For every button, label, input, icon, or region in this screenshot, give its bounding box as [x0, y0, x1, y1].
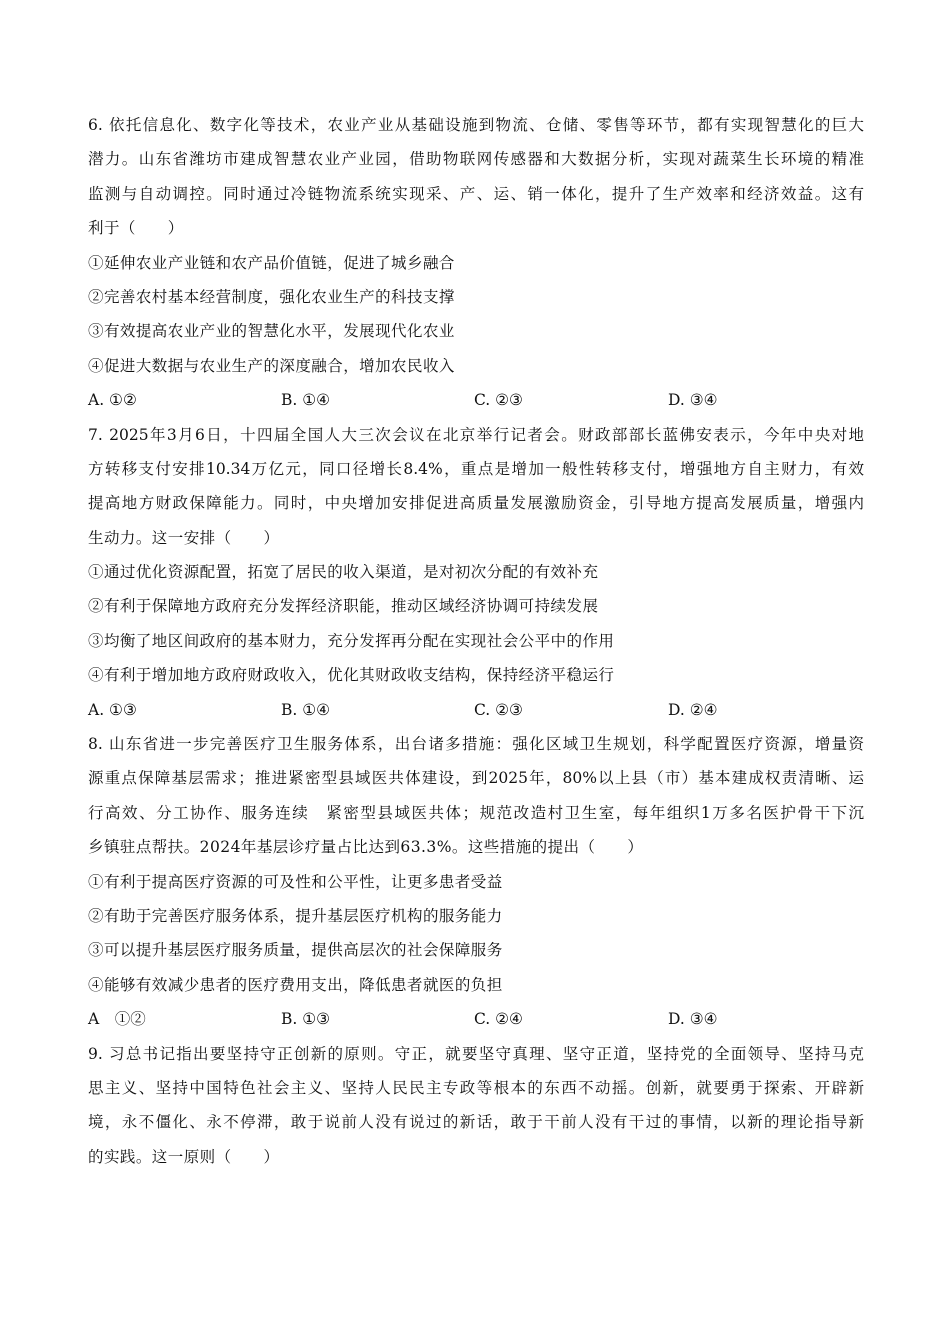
statement-option: ①延伸农业产业链和农产品价值链，促进了城乡融合: [88, 253, 455, 272]
question-stem-line: 6. 依托信息化、数字化等技术，农业产业从基础设施到物流、仓储、零售等环节，都有实现智慧化的巨大: [88, 116, 864, 134]
question-stem-line: 的实践。这一原则（ ）: [88, 1147, 280, 1166]
statement-option: ②完善农村基本经营制度，强化农业生产的科技支撑: [88, 287, 455, 306]
answer-choice-d: D. ③④: [668, 391, 718, 410]
answer-choice-c: C. ②③: [474, 391, 523, 410]
answer-choice-c: C. ②③: [474, 700, 523, 719]
statement-option: ④促进大数据与农业生产的深度融合，增加农民收入: [88, 356, 455, 375]
answer-choice-d: D. ③④: [668, 1010, 718, 1029]
question-stem-line: 8. 山东省进一步完善医疗卫生服务体系，出台诸多措施：强化区域卫生规划，科学配置医疗资源，增量资: [88, 735, 864, 754]
statement-option: ④有利于增加地方政府财政收入，优化其财政收支结构，保持经济平稳运行: [88, 666, 615, 685]
question-stem-line: 境，永不僵化、永不停滞，敢于说前人没有说过的新话，敢于干前人没有干过的事情，以新的理论指导新: [88, 1113, 864, 1132]
statement-option: ①有利于提高医疗资源的可及性和公平性，让更多患者受益: [88, 872, 503, 891]
statement-option: ④能够有效减少患者的医疗费用支出，降低患者就医的负担: [88, 975, 503, 994]
answer-choice-a: A. ①②: [88, 391, 137, 410]
question-stem-line: 提高地方财政保障能力。同时，中央增加安排促进高质量发展激励资金，引导地方提高发展质量，增强内: [88, 494, 864, 513]
question-stem-line: 行高效、分工协作、服务连续 紧密型县域医共体；规范改造村卫生室，每年组织1万多名医护骨干下沉: [88, 803, 864, 822]
question-6: [88, 108, 864, 418]
statement-option: ②有利于保障地方政府充分发挥经济职能，推动区域经济协调可持续发展: [88, 597, 599, 616]
question-7: [88, 418, 864, 728]
exam-page: [88, 108, 864, 1174]
question-8: [88, 727, 864, 1037]
answer-choice-b: B. ①④: [281, 700, 331, 719]
question-stem-line: 乡镇驻点帮扶。2024年基层诊疗量占比达到63.3%。这些措施的提出（ ）: [88, 838, 644, 857]
statement-option: ③可以提升基层医疗服务质量，提供高层次的社会保障服务: [88, 941, 503, 960]
question-stem-line: 监测与自动调控。同时通过冷链物流系统实现采、产、运、销一体化，提升了生产效率和经济效益。这有: [88, 184, 864, 203]
answer-choices: [88, 693, 864, 727]
question-stem-line: 9. 习总书记指出要坚持守正创新的原则。守正，就要坚守真理、坚守正道，坚持党的全面领导、坚持马克: [88, 1044, 864, 1063]
answer-choices: [88, 1002, 864, 1036]
answer-choice-c: C. ②④: [474, 1010, 523, 1029]
answer-choice-b: B. ①③: [281, 1010, 331, 1029]
question-stem-line: 利于（ ）: [88, 219, 184, 238]
statement-option: ①通过优化资源配置，拓宽了居民的收入渠道，是对初次分配的有效补充: [88, 563, 599, 582]
question-stem-line: 方转移支付安排10.34万亿元，同口径增长8.4%，重点是增加一般性转移支付，增强地方自主财力，有效: [88, 459, 864, 478]
question-stem-line: 潜力。山东省潍坊市建成智慧农业产业园，借助物联网传感器和大数据分析，实现对蔬菜生长环境的精准: [88, 150, 864, 169]
answer-choice-a: A. ①③: [88, 700, 137, 719]
question-stem-line: 源重点保障基层需求；推进紧密型县域医共体建设，到2025年，80%以上县（市）基本建成权责清晰、运: [88, 769, 864, 788]
question-9: [88, 1037, 864, 1175]
question-stem-line: 生动力。这一安排（ ）: [88, 528, 280, 547]
answer-choice-b: B. ①④: [281, 391, 331, 410]
statement-option: ②有助于完善医疗服务体系，提升基层医疗机构的服务能力: [88, 906, 503, 925]
answer-choice-d: D. ②④: [668, 700, 718, 719]
answer-choices: [88, 383, 864, 417]
statement-option: ③有效提高农业产业的智慧化水平，发展现代化农业: [88, 322, 455, 341]
answer-choice-a: A ①②: [88, 1010, 146, 1029]
statement-option: ③均衡了地区间政府的基本财力，充分发挥再分配在实现社会公平中的作用: [88, 631, 615, 650]
question-stem-line: 思主义、坚持中国特色社会主义、坚持人民民主专政等根本的东西不动摇。创新，就要勇于探索、开辟新: [88, 1078, 864, 1097]
question-stem-line: 7. 2025年3月6日，十四届全国人大三次会议在北京举行记者会。财政部部长蓝佛安表示，今年中央对地: [88, 425, 864, 444]
